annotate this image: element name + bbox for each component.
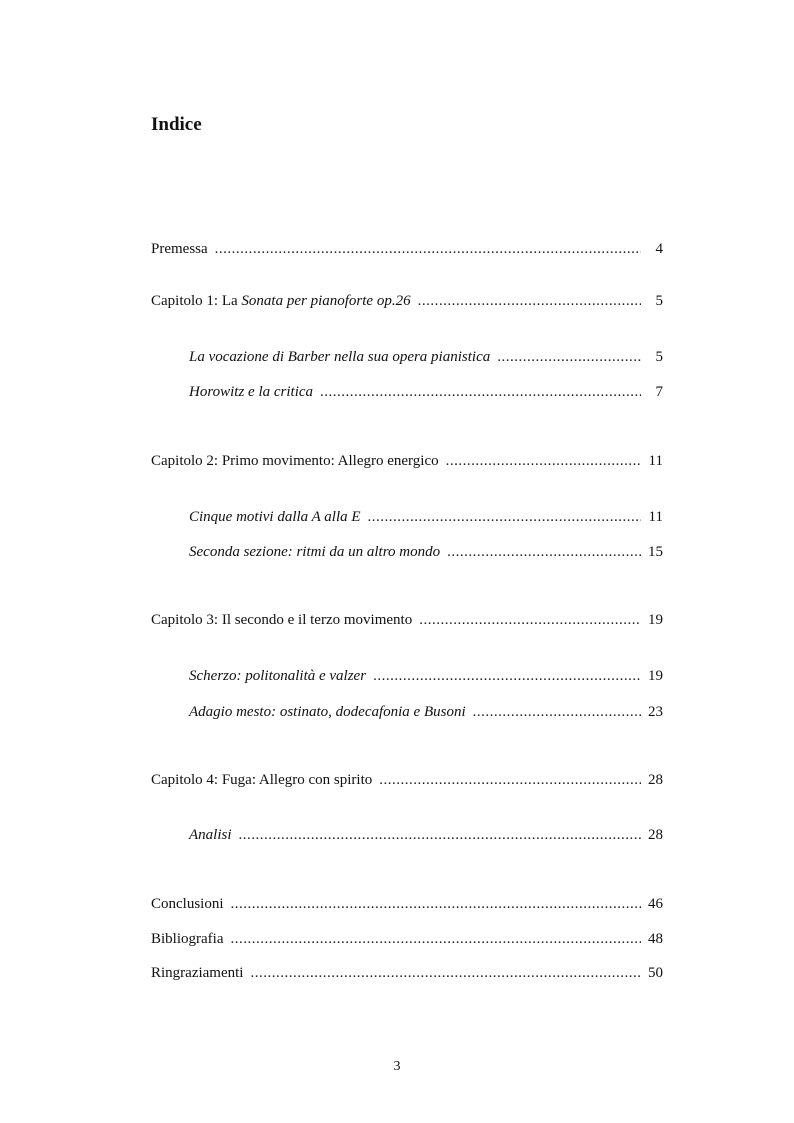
leader-dots: [497, 347, 641, 367]
leader-dots: [418, 291, 641, 311]
toc-entry-page: 5: [655, 349, 663, 365]
leader-dots: [446, 451, 641, 471]
toc-entry-label: Cinque motivi dalla A alla E: [189, 509, 361, 525]
leader-dots: [473, 702, 641, 722]
leader-dots: [230, 929, 641, 949]
toc-entry-label-title: Sonata per pianoforte op.26: [241, 293, 411, 309]
toc-entry-page: 19: [648, 612, 663, 628]
toc-entry-capitolo-1[interactable]: [151, 291, 663, 311]
toc-entry-capitolo-3[interactable]: [151, 610, 663, 630]
toc-entry-label: [151, 291, 411, 311]
toc-entry-label: Bibliografia: [151, 931, 224, 947]
toc-entry-label: Scherzo: politonalità e valzer: [189, 668, 367, 684]
toc-entry-label: Horowitz e la critica: [189, 384, 314, 400]
toc-entry-page: 48: [648, 931, 663, 947]
leader-dots: [250, 963, 641, 983]
toc-entry-cinque-motivi[interactable]: [189, 507, 663, 527]
toc-entry-page: 11: [648, 453, 663, 469]
toc-entry-conclusioni[interactable]: [151, 894, 663, 914]
toc-entry-page: 5: [655, 293, 663, 309]
leader-dots: [368, 507, 641, 527]
leader-dots: [419, 610, 641, 630]
toc-entry-label: Capitolo 3: Il secondo e il terzo movimento: [151, 612, 413, 628]
page-number: 3: [393, 1059, 401, 1074]
leader-dots: [320, 382, 641, 402]
toc-entry-page: 28: [648, 827, 663, 843]
toc-entry-horowitz[interactable]: [189, 382, 663, 402]
toc-entry-capitolo-2[interactable]: [151, 451, 663, 471]
toc-entry-vocazione-barber[interactable]: [189, 347, 663, 367]
toc-entry-seconda-sezione[interactable]: [189, 542, 663, 562]
toc-entry-label-prefix: Capitolo 1: La: [151, 293, 242, 309]
toc-entry-label: La vocazione di Barber nella sua opera pianistica: [189, 349, 491, 365]
toc-entry-page: 28: [648, 772, 663, 788]
page-title: Indice: [151, 114, 202, 135]
toc-entry-capitolo-4[interactable]: [151, 770, 663, 790]
toc-entry-label: Capitolo 2: Primo movimento: Allegro energico: [151, 453, 439, 469]
toc-entry-ringraziamenti[interactable]: [151, 963, 663, 983]
toc-entry-label: Adagio mesto: ostinato, dodecafonia e Busoni: [189, 704, 466, 720]
toc-entry-page: 7: [655, 384, 663, 400]
leader-dots: [215, 239, 641, 259]
toc-entry-label: Ringraziamenti: [151, 965, 244, 981]
toc-entry-page: 23: [648, 704, 663, 720]
toc-entry-adagio-mesto[interactable]: [189, 702, 663, 722]
leader-dots: [373, 666, 641, 686]
toc-entry-page: 4: [655, 241, 663, 257]
toc-entry-page: 50: [648, 965, 663, 981]
toc-entry-label: Conclusioni: [151, 896, 224, 912]
toc-entry-page: 19: [648, 668, 663, 684]
toc-entry-analisi[interactable]: [189, 825, 663, 845]
leader-dots: [231, 894, 641, 914]
toc-entry-bibliografia[interactable]: [151, 929, 663, 949]
leader-dots: [239, 825, 641, 845]
toc-entry-page: 46: [648, 896, 663, 912]
toc-entry-label: Premessa: [151, 241, 208, 257]
toc-entry-label: Capitolo 4: Fuga: Allegro con spirito: [151, 772, 373, 788]
leader-dots: [447, 542, 641, 562]
toc-entry-page: 15: [648, 544, 663, 560]
toc-entry-label: Analisi: [189, 827, 232, 843]
toc-entry-page: 11: [648, 509, 663, 525]
toc-entry-label: Seconda sezione: ritmi da un altro mondo: [189, 544, 441, 560]
toc-entry-premessa[interactable]: [151, 239, 663, 259]
leader-dots: [379, 770, 641, 790]
toc-entry-scherzo[interactable]: [189, 666, 663, 686]
